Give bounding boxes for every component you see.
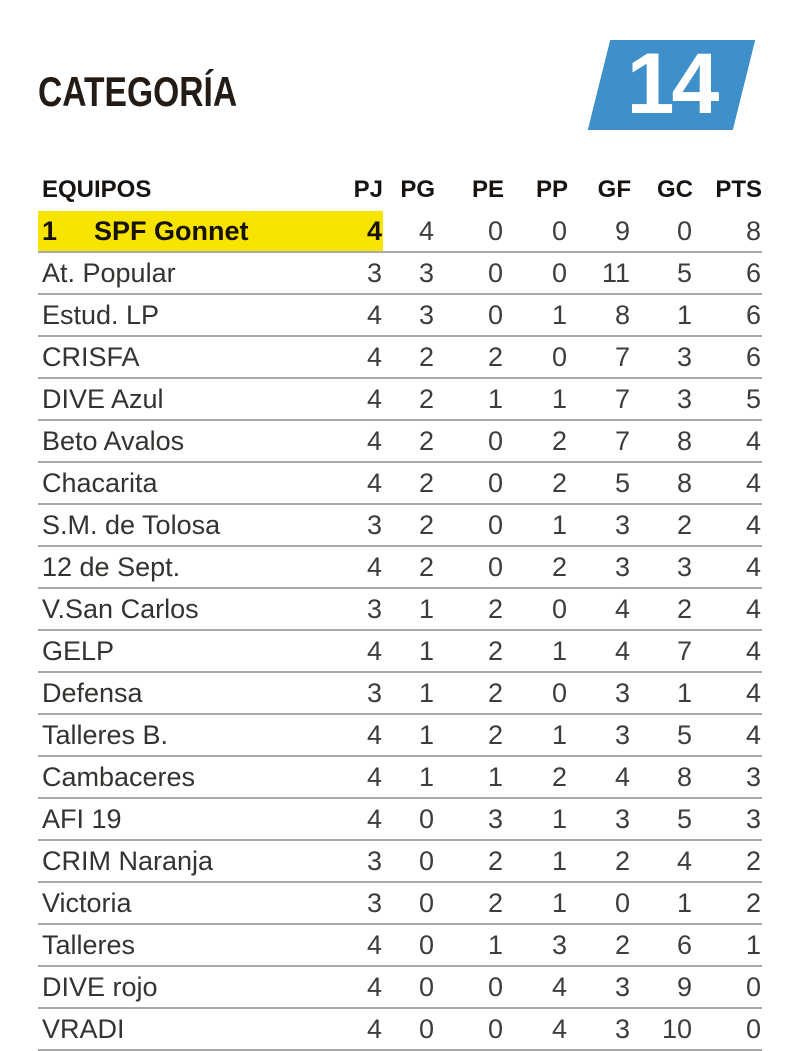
stat-gc: 5 bbox=[631, 252, 693, 294]
team-name: GELP bbox=[42, 635, 115, 666]
stat-pe: 2 bbox=[435, 336, 504, 378]
stat-pp: 1 bbox=[504, 378, 568, 420]
team-cell bbox=[38, 294, 318, 336]
team-name: Cambaceres bbox=[42, 761, 196, 792]
stat-pg: 0 bbox=[383, 798, 435, 840]
stat-gc: 1 bbox=[631, 672, 693, 714]
stat-gf: 8 bbox=[568, 294, 631, 336]
stat-gf: 3 bbox=[568, 672, 631, 714]
stat-gc: 1 bbox=[631, 882, 693, 924]
stat-gf: 2 bbox=[568, 924, 631, 966]
stat-pp: 2 bbox=[504, 546, 568, 588]
stat-gc: 6 bbox=[631, 924, 693, 966]
table-row bbox=[38, 924, 762, 966]
stat-pe: 0 bbox=[435, 211, 504, 252]
stat-pts: 4 bbox=[693, 630, 762, 672]
team-cell bbox=[38, 882, 318, 924]
stat-gf: 3 bbox=[568, 1008, 631, 1050]
column-header-gc: GC bbox=[657, 176, 693, 203]
stat-gc: 8 bbox=[631, 420, 693, 462]
stat-pts: 4 bbox=[693, 714, 762, 756]
stat-gf: 3 bbox=[568, 798, 631, 840]
stat-gc: 8 bbox=[631, 756, 693, 798]
team-cell bbox=[38, 588, 318, 630]
stat-pj: 4 bbox=[318, 378, 383, 420]
team-name: Talleres B. bbox=[42, 719, 169, 750]
team-name: Estud. LP bbox=[42, 299, 160, 330]
stat-pts: 8 bbox=[693, 211, 762, 252]
column-header-pp: PP bbox=[535, 176, 568, 203]
stat-gf: 4 bbox=[568, 588, 631, 630]
stat-pe: 0 bbox=[435, 966, 504, 1008]
stat-pp: 0 bbox=[504, 336, 568, 378]
stat-pe: 2 bbox=[435, 882, 504, 924]
table-row bbox=[38, 294, 762, 336]
stat-gc: 3 bbox=[631, 546, 693, 588]
stat-pp: 1 bbox=[504, 798, 568, 840]
stat-pts: 0 bbox=[693, 1008, 762, 1050]
stat-pp: 1 bbox=[504, 840, 568, 882]
stat-pg: 2 bbox=[383, 546, 435, 588]
stat-pg: 2 bbox=[383, 378, 435, 420]
team-cell bbox=[38, 630, 318, 672]
team-cell bbox=[38, 420, 318, 462]
stat-gc: 8 bbox=[631, 462, 693, 504]
stat-gf: 4 bbox=[568, 756, 631, 798]
stat-pe: 0 bbox=[435, 294, 504, 336]
table-row bbox=[38, 840, 762, 882]
stat-gf: 9 bbox=[568, 211, 631, 252]
stat-pts: 6 bbox=[693, 336, 762, 378]
table-row bbox=[38, 630, 762, 672]
team-name: S.M. de Tolosa bbox=[42, 509, 221, 540]
table-row bbox=[38, 1008, 762, 1050]
table-row bbox=[38, 798, 762, 840]
stat-pj: 4 bbox=[318, 211, 383, 252]
column-header-pe: PE bbox=[471, 176, 504, 203]
stat-pts: 4 bbox=[693, 672, 762, 714]
stat-gc: 7 bbox=[631, 630, 693, 672]
stat-pp: 2 bbox=[504, 462, 568, 504]
table-header-row bbox=[38, 176, 762, 211]
stat-pj: 4 bbox=[318, 336, 383, 378]
stat-pp: 3 bbox=[504, 924, 568, 966]
stat-gc: 2 bbox=[631, 588, 693, 630]
stat-gc: 5 bbox=[631, 798, 693, 840]
stat-pe: 2 bbox=[435, 714, 504, 756]
team-cell bbox=[38, 546, 318, 588]
team-name: DIVE rojo bbox=[42, 971, 158, 1002]
stat-gf: 5 bbox=[568, 462, 631, 504]
team-cell bbox=[38, 252, 318, 294]
table-row bbox=[38, 211, 762, 252]
stat-gc: 3 bbox=[631, 336, 693, 378]
stat-pe: 3 bbox=[435, 798, 504, 840]
stat-gf: 7 bbox=[568, 336, 631, 378]
stat-pg: 0 bbox=[383, 840, 435, 882]
stat-pj: 4 bbox=[318, 756, 383, 798]
table-row bbox=[38, 672, 762, 714]
stat-pts: 3 bbox=[693, 798, 762, 840]
stat-pe: 2 bbox=[435, 588, 504, 630]
stat-pe: 0 bbox=[435, 546, 504, 588]
stat-gf: 3 bbox=[568, 966, 631, 1008]
stat-gf: 0 bbox=[568, 882, 631, 924]
stat-gc: 0 bbox=[631, 211, 693, 252]
stat-pj: 3 bbox=[318, 252, 383, 294]
stat-pe: 0 bbox=[435, 420, 504, 462]
stat-pj: 4 bbox=[318, 630, 383, 672]
table-row bbox=[38, 504, 762, 546]
table-row bbox=[38, 546, 762, 588]
stat-pg: 0 bbox=[383, 924, 435, 966]
column-header-gf: GF bbox=[597, 176, 631, 203]
stat-pts: 0 bbox=[693, 966, 762, 1008]
stat-pj: 4 bbox=[318, 462, 383, 504]
team-name: VRADI bbox=[42, 1013, 125, 1044]
team-name: AFI 19 bbox=[42, 803, 122, 834]
team-name: SPF Gonnet bbox=[94, 215, 249, 246]
stat-gc: 3 bbox=[631, 378, 693, 420]
team-cell bbox=[38, 714, 318, 756]
stat-pp: 0 bbox=[504, 211, 568, 252]
stat-pts: 4 bbox=[693, 420, 762, 462]
team-cell bbox=[38, 966, 318, 1008]
stat-pp: 0 bbox=[504, 588, 568, 630]
table-row bbox=[38, 966, 762, 1008]
table-row bbox=[38, 462, 762, 504]
stat-gc: 4 bbox=[631, 840, 693, 882]
stat-pp: 2 bbox=[504, 420, 568, 462]
stat-pp: 2 bbox=[504, 756, 568, 798]
team-cell bbox=[38, 336, 318, 378]
stat-pe: 0 bbox=[435, 462, 504, 504]
stat-pg: 0 bbox=[383, 1008, 435, 1050]
team-name: At. Popular bbox=[42, 257, 176, 288]
stat-pg: 2 bbox=[383, 420, 435, 462]
category-badge-number: 14 bbox=[626, 35, 717, 132]
team-cell bbox=[38, 211, 318, 252]
stat-pj: 3 bbox=[318, 882, 383, 924]
stat-pe: 0 bbox=[435, 252, 504, 294]
stat-pe: 0 bbox=[435, 504, 504, 546]
stat-pp: 4 bbox=[504, 1008, 568, 1050]
stat-pts: 4 bbox=[693, 462, 762, 504]
stat-pj: 4 bbox=[318, 924, 383, 966]
stat-pe: 1 bbox=[435, 378, 504, 420]
stat-pts: 3 bbox=[693, 756, 762, 798]
table-row bbox=[38, 336, 762, 378]
team-name: V.San Carlos bbox=[42, 593, 199, 624]
stat-pe: 0 bbox=[435, 1008, 504, 1050]
stat-pj: 4 bbox=[318, 294, 383, 336]
stat-pg: 2 bbox=[383, 504, 435, 546]
stat-pj: 3 bbox=[318, 504, 383, 546]
table-row bbox=[38, 252, 762, 294]
stat-gf: 2 bbox=[568, 840, 631, 882]
team-cell bbox=[38, 462, 318, 504]
team-cell bbox=[38, 504, 318, 546]
stat-pts: 1 bbox=[693, 924, 762, 966]
team-cell bbox=[38, 798, 318, 840]
table-row bbox=[38, 714, 762, 756]
stat-pts: 4 bbox=[693, 588, 762, 630]
stat-pe: 2 bbox=[435, 630, 504, 672]
stat-pj: 4 bbox=[318, 966, 383, 1008]
table-row bbox=[38, 420, 762, 462]
stat-pp: 1 bbox=[504, 882, 568, 924]
team-name: Defensa bbox=[42, 677, 143, 708]
team-name: Talleres bbox=[42, 929, 136, 960]
stat-pg: 1 bbox=[383, 756, 435, 798]
stat-pg: 1 bbox=[383, 630, 435, 672]
stat-gc: 9 bbox=[631, 966, 693, 1008]
stat-pe: 2 bbox=[435, 672, 504, 714]
stat-pts: 4 bbox=[693, 546, 762, 588]
team-name: Chacarita bbox=[42, 467, 158, 498]
stat-pg: 2 bbox=[383, 462, 435, 504]
stat-pg: 3 bbox=[383, 294, 435, 336]
stat-gc: 2 bbox=[631, 504, 693, 546]
stat-pj: 4 bbox=[318, 546, 383, 588]
stat-pts: 4 bbox=[693, 504, 762, 546]
stat-gc: 1 bbox=[631, 294, 693, 336]
stat-pg: 0 bbox=[383, 966, 435, 1008]
column-header-pg: PG bbox=[400, 176, 435, 203]
stat-gf: 4 bbox=[568, 630, 631, 672]
stat-gf: 3 bbox=[568, 504, 631, 546]
team-name: DIVE Azul bbox=[42, 383, 164, 414]
team-cell bbox=[38, 378, 318, 420]
stat-pj: 3 bbox=[318, 840, 383, 882]
team-name: Victoria bbox=[42, 887, 132, 918]
stat-pts: 6 bbox=[693, 294, 762, 336]
stat-pg: 4 bbox=[383, 211, 435, 252]
stat-pp: 1 bbox=[504, 630, 568, 672]
stat-pg: 2 bbox=[383, 336, 435, 378]
stat-pe: 2 bbox=[435, 840, 504, 882]
column-header-team: EQUIPOS bbox=[42, 176, 152, 203]
team-name: Beto Avalos bbox=[42, 425, 185, 456]
standings-table bbox=[38, 176, 762, 1051]
stat-pts: 2 bbox=[693, 840, 762, 882]
stat-pp: 1 bbox=[504, 504, 568, 546]
table-row bbox=[38, 756, 762, 798]
table-body bbox=[38, 211, 762, 1050]
stat-pp: 1 bbox=[504, 294, 568, 336]
column-header-pts: PTS bbox=[715, 176, 762, 203]
stat-pp: 0 bbox=[504, 672, 568, 714]
stat-pts: 5 bbox=[693, 378, 762, 420]
team-cell bbox=[38, 924, 318, 966]
stat-pts: 2 bbox=[693, 882, 762, 924]
team-name: CRIM Naranja bbox=[42, 845, 214, 876]
stat-gf: 3 bbox=[568, 546, 631, 588]
stat-gf: 3 bbox=[568, 714, 631, 756]
stat-pg: 1 bbox=[383, 714, 435, 756]
stat-pp: 0 bbox=[504, 252, 568, 294]
column-header-pj: PJ bbox=[353, 176, 383, 203]
stat-pg: 1 bbox=[383, 672, 435, 714]
stat-pg: 1 bbox=[383, 588, 435, 630]
table-row bbox=[38, 378, 762, 420]
team-name: CRISFA bbox=[42, 341, 140, 372]
stat-pts: 6 bbox=[693, 252, 762, 294]
stat-pj: 4 bbox=[318, 1008, 383, 1050]
stat-gc: 10 bbox=[631, 1008, 693, 1050]
stat-pp: 4 bbox=[504, 966, 568, 1008]
stat-pj: 4 bbox=[318, 798, 383, 840]
team-cell bbox=[38, 756, 318, 798]
stat-gc: 5 bbox=[631, 714, 693, 756]
page-title: CATEGORÍA bbox=[38, 68, 238, 115]
stat-pj: 3 bbox=[318, 588, 383, 630]
stat-gf: 7 bbox=[568, 378, 631, 420]
rank-number: 1 bbox=[42, 215, 58, 246]
stat-pj: 4 bbox=[318, 714, 383, 756]
team-name: 12 de Sept. bbox=[42, 551, 181, 582]
stat-pp: 1 bbox=[504, 714, 568, 756]
stat-gf: 11 bbox=[568, 252, 631, 294]
stat-pe: 1 bbox=[435, 756, 504, 798]
stat-pj: 4 bbox=[318, 420, 383, 462]
stat-pe: 1 bbox=[435, 924, 504, 966]
stat-gf: 7 bbox=[568, 420, 631, 462]
stat-pj: 3 bbox=[318, 672, 383, 714]
table-row bbox=[38, 882, 762, 924]
team-cell bbox=[38, 1008, 318, 1050]
team-cell bbox=[38, 840, 318, 882]
team-cell bbox=[38, 672, 318, 714]
stat-pg: 0 bbox=[383, 882, 435, 924]
stat-pg: 3 bbox=[383, 252, 435, 294]
table-row bbox=[38, 588, 762, 630]
